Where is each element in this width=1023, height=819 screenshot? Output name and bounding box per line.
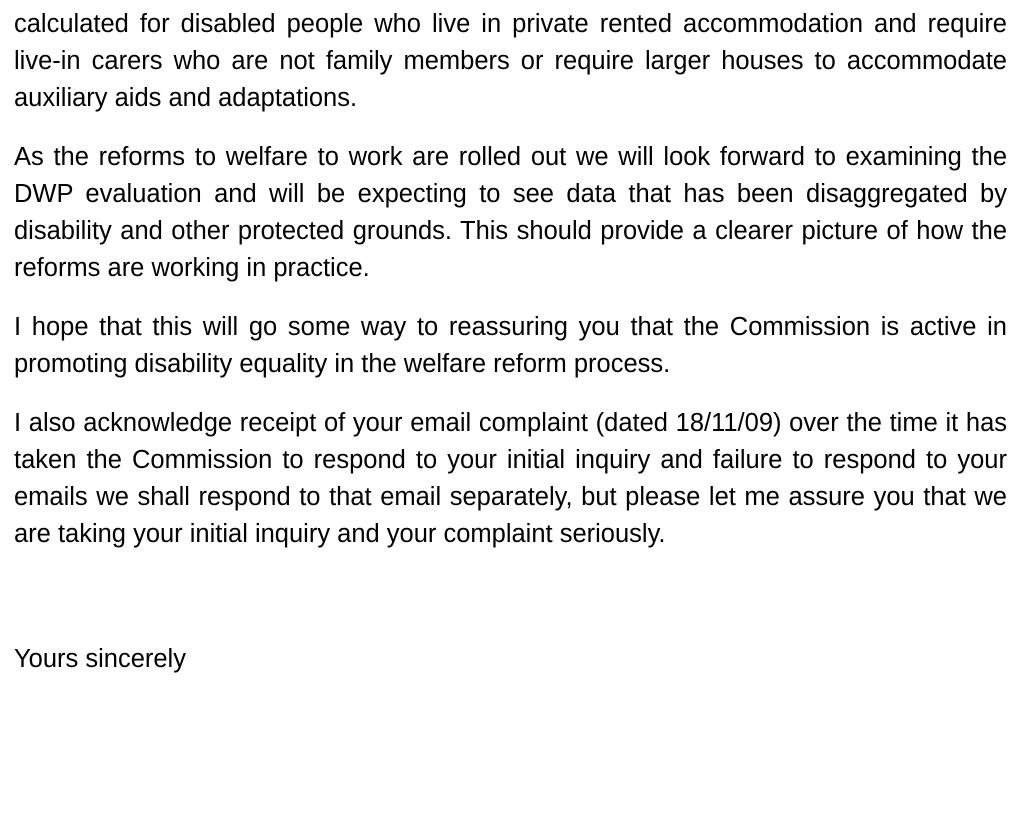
paragraph-reassurance: I hope that this will go some way to reassuring you that the Commission is active in promoting disability equality in the welfare reform process. xyxy=(14,313,1007,378)
paragraph-continuation: calculated for disabled people who live in private rented accommodation and require live-in carers who are not family members or require larger houses to accommodate auxiliary aids and adaptations. xyxy=(14,10,1007,112)
paragraph-welfare-reforms: As the reforms to welfare to work are rolled out we will look forward to examining the DWP evaluation and will be expecting to see data that has been disaggregated by disability and other protected grounds. This should provide a clearer picture of how the reforms are working in practice. xyxy=(14,143,1007,282)
signature-spacer xyxy=(14,575,1007,641)
letter-signoff: Yours sincerely xyxy=(14,645,186,673)
paragraph-complaint-acknowledgement: I also acknowledge receipt of your email complaint (dated 18/11/09) over the time it has taken the Commission to respond to your initial inquiry and failure to respond to your emails we shall respond to that email separately, but please let me assure you that we are taking your initial inquiry and your complaint seriously. xyxy=(14,409,1007,548)
